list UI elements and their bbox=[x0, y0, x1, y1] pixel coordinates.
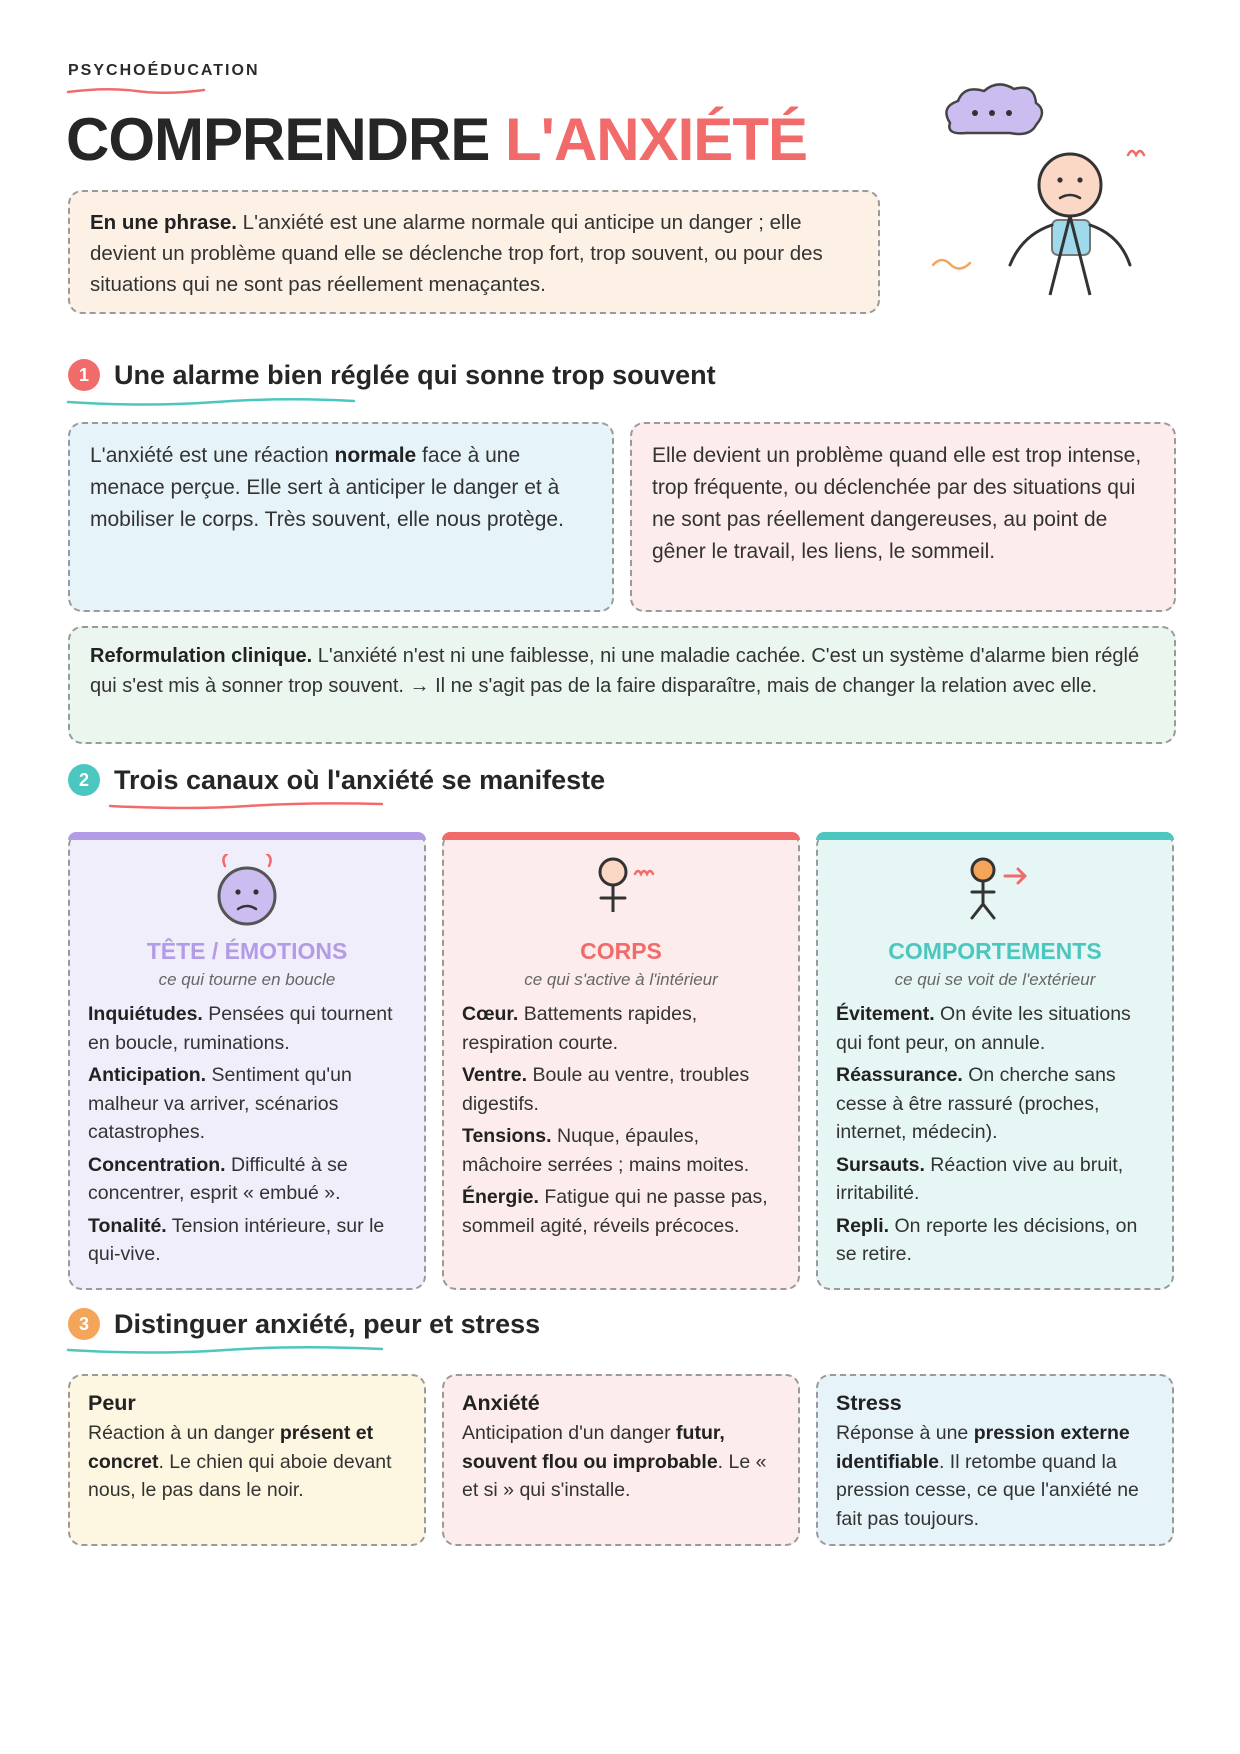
list-item bbox=[462, 1122, 784, 1179]
canal-behavior-items bbox=[836, 1000, 1158, 1273]
item-label: Tensions. bbox=[462, 1125, 552, 1147]
card-text: Anticipation d'un danger bbox=[462, 1422, 677, 1444]
list-item bbox=[88, 1151, 410, 1208]
intro-text: L'anxiété est une alarme normale qui anticipe un danger ; elle devient un problème quand elle se déclenche trop fort, trop souvent, ou pour des situations qui ne sont pas réellement menaçantes. bbox=[90, 211, 823, 296]
card-stress bbox=[816, 1374, 1174, 1546]
section1-right-text: Elle devient un problème quand elle est trop intense, trop fréquente, ou déclenchée par des situations qui ne sont pas réellement dangereuses, au point de gêner le travail, les liens, le sommeil. bbox=[652, 444, 1142, 563]
canal-head-title: TÊTE / ÉMOTIONS bbox=[146, 938, 348, 964]
card-bold: pression externe identifiable bbox=[836, 1422, 1130, 1473]
list-item bbox=[88, 1000, 410, 1057]
item-text: Battements rapides, respiration courte. bbox=[462, 1003, 698, 1054]
item-text: Tension intérieure, sur le qui-vive. bbox=[88, 1214, 385, 1265]
section3-number: 3 bbox=[68, 1308, 100, 1340]
item-text: On cherche sans cesse à être rassuré (proches, internet, médecin). bbox=[836, 1064, 1116, 1143]
canal-body-subtitle: ce qui s'active à l'intérieur bbox=[524, 970, 718, 989]
item-text: On évite les situations qui font peur, on annule. bbox=[836, 1003, 1131, 1054]
section3-title: Distinguer anxiété, peur et stress bbox=[114, 1308, 541, 1339]
title-accent: L'ANXIÉTÉ bbox=[505, 106, 807, 173]
card-peur-title: Peur bbox=[88, 1391, 136, 1415]
canal-head-topbar bbox=[68, 832, 426, 840]
item-text: Boule au ventre, troubles digestifs. bbox=[462, 1064, 750, 1115]
list-item bbox=[836, 1000, 1158, 1057]
canal-card-body bbox=[442, 832, 800, 1290]
reformulation-box bbox=[68, 626, 1176, 744]
section1-left-before: L'anxiété est une réaction bbox=[90, 444, 335, 467]
canal-head-items bbox=[88, 1000, 410, 1273]
item-label: Sursauts. bbox=[836, 1153, 925, 1176]
section3-underline bbox=[66, 1344, 384, 1356]
canal-card-behavior bbox=[816, 832, 1174, 1290]
thought-bubble-icon bbox=[946, 84, 1042, 134]
section2-title: Trois canaux où l'anxiété se manifeste bbox=[114, 764, 606, 795]
section1-right-box bbox=[630, 422, 1176, 612]
canal-behavior-subtitle: ce qui se voit de l'extérieur bbox=[894, 970, 1096, 989]
item-text: Sentiment qu'un malheur va arriver, scénarios catastrophes. bbox=[88, 1064, 352, 1143]
section1-left-box bbox=[68, 422, 614, 612]
section1-underline bbox=[66, 396, 356, 408]
card-anxiete bbox=[442, 1374, 800, 1546]
walking-figure-icon bbox=[818, 854, 1172, 934]
section3-heading bbox=[68, 1304, 540, 1344]
card-anxiete-title: Anxiété bbox=[462, 1391, 540, 1415]
worried-face-icon bbox=[70, 854, 424, 934]
item-label: Cœur. bbox=[462, 1003, 519, 1025]
item-text: Nuque, épaules, mâchoire serrées ; mains moites. bbox=[462, 1125, 750, 1176]
list-item bbox=[462, 1061, 784, 1118]
item-label: Ventre. bbox=[462, 1064, 528, 1086]
canal-body-title: CORPS bbox=[580, 938, 662, 964]
section1-heading bbox=[68, 355, 716, 395]
list-item bbox=[88, 1061, 410, 1147]
list-item bbox=[462, 1000, 784, 1057]
canal-behavior-topbar bbox=[816, 832, 1174, 840]
list-item bbox=[836, 1212, 1158, 1269]
item-label: Réassurance. bbox=[836, 1064, 963, 1086]
card-peur bbox=[68, 1374, 426, 1546]
item-label: Évitement. bbox=[836, 1003, 935, 1025]
item-text: Difficulté à se concentrer, esprit « embué ». bbox=[88, 1153, 348, 1204]
list-item bbox=[836, 1061, 1158, 1147]
title-main: COMPRENDRE bbox=[66, 106, 490, 173]
list-item bbox=[836, 1151, 1158, 1208]
item-label: Énergie. bbox=[462, 1186, 539, 1208]
section1-left-bold: normale bbox=[334, 444, 417, 467]
intro-box bbox=[68, 190, 880, 314]
item-label: Repli. bbox=[836, 1214, 890, 1237]
item-label: Inquiétudes. bbox=[88, 1003, 203, 1025]
card-stress-title: Stress bbox=[836, 1391, 902, 1415]
item-text: Réaction vive au bruit, irritabilité. bbox=[836, 1153, 1124, 1204]
item-label: Anticipation. bbox=[88, 1064, 207, 1086]
body-figure-icon bbox=[444, 854, 798, 934]
item-text: Fatigue qui ne passe pas, sommeil agité, réveils précoces. bbox=[462, 1186, 768, 1237]
section1-number: 1 bbox=[68, 359, 100, 391]
list-item bbox=[462, 1183, 784, 1240]
reformulation-text: L'anxiété n'est ni une faiblesse, ni une maladie cachée. C'est un système d'alarme bien réglé qui s'est mis à sonner trop souvent. → Il ne s'agit pas de la faire disparaître, mais de changer la relation avec elle. bbox=[90, 645, 1140, 697]
kicker-underline bbox=[66, 86, 206, 96]
section1-title: Une alarme bien réglée qui sonne trop souvent bbox=[114, 359, 716, 390]
kicker: PSYCHOÉDUCATION bbox=[68, 62, 260, 79]
card-text: Réponse à une bbox=[836, 1422, 974, 1444]
canal-behavior-title: COMPORTEMENTS bbox=[888, 938, 1102, 964]
card-text: . Le chien qui aboie devant nous, le pas dans le noir. bbox=[88, 1450, 392, 1501]
list-item bbox=[88, 1212, 410, 1269]
item-text: Pensées qui tournent en boucle, ruminations. bbox=[88, 1003, 393, 1054]
card-bold: futur, souvent flou ou improbable bbox=[462, 1422, 725, 1473]
item-label: Concentration. bbox=[88, 1153, 226, 1176]
section2-heading bbox=[68, 760, 605, 800]
section2-underline bbox=[108, 800, 384, 812]
canal-head-subtitle: ce qui tourne en boucle bbox=[158, 970, 336, 989]
card-text: . Le « et si » qui s'installe. bbox=[462, 1450, 767, 1501]
canal-body-items bbox=[462, 1000, 784, 1244]
section1-left-after: face à une menace perçue. Elle sert à anticiper le danger et à mobiliser le corps. Très souvent, elle nous protège. bbox=[90, 444, 564, 531]
canal-card-head bbox=[68, 832, 426, 1290]
item-text: On reporte les décisions, on se retire. bbox=[836, 1214, 1138, 1265]
card-bold: présent et concret bbox=[88, 1422, 374, 1473]
reformulation-lead: Reformulation clinique. bbox=[90, 645, 313, 667]
page-title bbox=[66, 104, 807, 176]
section2-number: 2 bbox=[68, 764, 100, 796]
intro-lead: En une phrase. bbox=[90, 211, 237, 234]
anxious-person-illustration bbox=[930, 75, 1180, 305]
card-text: Réaction à un danger bbox=[88, 1422, 280, 1444]
card-text: . Il retombe quand la pression cesse, ce que l'anxiété ne fait pas toujours. bbox=[836, 1450, 1139, 1530]
canal-body-topbar bbox=[442, 832, 800, 840]
item-label: Tonalité. bbox=[88, 1214, 167, 1237]
